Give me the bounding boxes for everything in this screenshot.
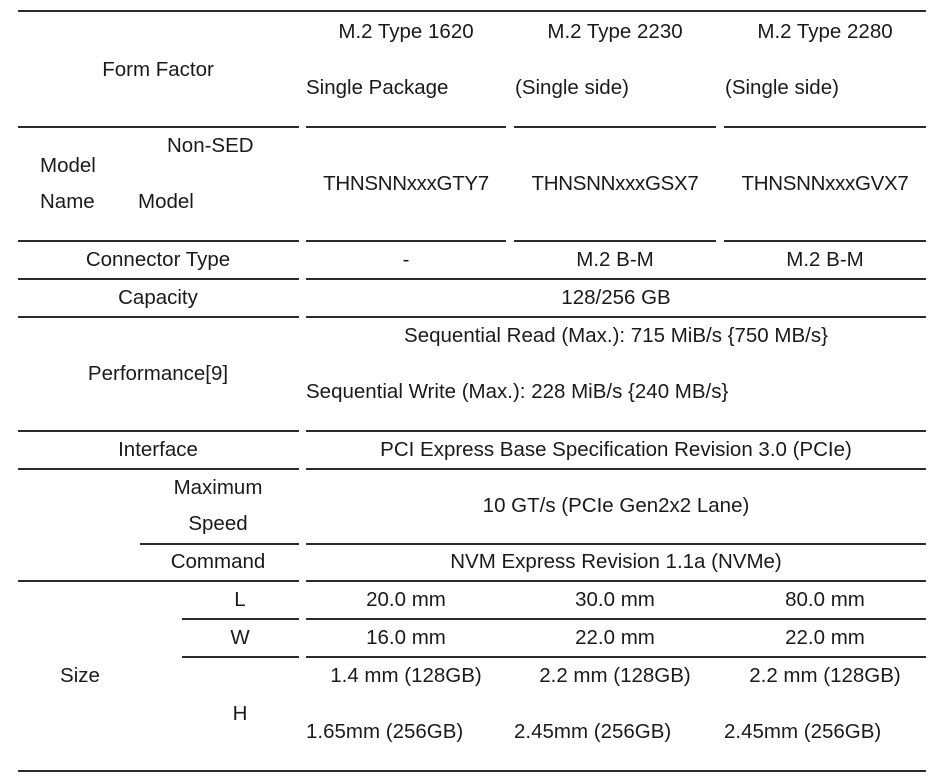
rule-model-col1 xyxy=(306,240,506,242)
size-label: Size xyxy=(60,664,100,687)
rule-connector-right xyxy=(306,278,926,280)
performance-write: Sequential Write (Max.): 228 MiB/s {240 MB/s} xyxy=(306,380,729,403)
rule-interface-right xyxy=(306,468,926,470)
max-speed-value: 10 GT/s (PCIe Gen2x2 Lane) xyxy=(482,494,750,517)
performance-read: Sequential Read (Max.): 715 MiB/s {750 MB/s} xyxy=(404,324,828,347)
rule-l-right xyxy=(306,618,926,620)
form-factor-col3-line1: M.2 Type 2280 xyxy=(757,20,893,43)
size-l-label: L xyxy=(234,588,246,611)
size-h-128-col2: 2.2 mm (128GB) xyxy=(539,664,691,687)
size-w-col3: 22.0 mm xyxy=(785,626,865,649)
size-l-col3: 80.0 mm xyxy=(785,588,865,611)
rule-connector-left xyxy=(18,278,299,280)
model-name-label-line2: Name xyxy=(40,190,95,213)
size-h-128-col1: 1.4 mm (128GB) xyxy=(330,664,482,687)
performance-label: Performance[9] xyxy=(87,362,229,385)
size-w-col1: 16.0 mm xyxy=(366,626,446,649)
rule-formfactor-left xyxy=(18,126,299,128)
rule-formfactor-col3 xyxy=(724,126,926,128)
max-speed-label-line2: Speed xyxy=(188,512,248,535)
size-h-label: H xyxy=(232,702,248,725)
command-value: NVM Express Revision 1.1a (NVMe) xyxy=(450,550,782,573)
size-h-256-col1: 1.65mm (256GB) xyxy=(306,720,464,743)
rule-top xyxy=(18,10,926,12)
size-h-128-col3: 2.2 mm (128GB) xyxy=(749,664,901,687)
rule-formfactor-col2 xyxy=(514,126,716,128)
model-name-col2: THNSNNxxxGSX7 xyxy=(531,172,699,195)
rule-bottom xyxy=(18,770,926,772)
form-factor-col1-line2: Single Package xyxy=(306,76,449,99)
model-sub-label-line1: Non-SED xyxy=(167,134,254,157)
rule-w-right xyxy=(306,656,926,658)
connector-type-col3: M.2 B-M xyxy=(786,248,864,271)
rule-formfactor-col1 xyxy=(306,126,506,128)
form-factor-col1-line1: M.2 Type 1620 xyxy=(338,20,474,43)
rule-performance-left xyxy=(18,430,299,432)
connector-type-col1: - xyxy=(402,248,410,271)
rule-capacity-right xyxy=(306,316,926,318)
rule-l-left xyxy=(182,618,299,620)
capacity-label: Capacity xyxy=(118,286,198,309)
connector-type-col2: M.2 B-M xyxy=(576,248,654,271)
rule-maxspeed-right xyxy=(306,543,926,545)
model-sub-label-line2: Model xyxy=(138,190,194,213)
rule-w-left xyxy=(182,656,299,658)
rule-interface-left xyxy=(18,468,299,470)
size-l-col1: 20.0 mm xyxy=(366,588,446,611)
rule-capacity-left xyxy=(18,316,299,318)
rule-command-left xyxy=(18,580,299,582)
max-speed-label-line1: Maximum xyxy=(173,476,263,499)
form-factor-col3-line2: (Single side) xyxy=(725,76,839,99)
capacity-value: 128/256 GB xyxy=(561,286,671,309)
form-factor-col2-line1: M.2 Type 2230 xyxy=(547,20,683,43)
model-name-label-line1: Model xyxy=(40,154,96,177)
size-h-256-col3: 2.45mm (256GB) xyxy=(724,720,882,743)
interface-value: PCI Express Base Specification Revision 3.0 (PCIe) xyxy=(380,438,852,461)
rule-performance-right xyxy=(306,430,926,432)
model-name-col3: THNSNNxxxGVX7 xyxy=(741,172,909,195)
command-label: Command xyxy=(170,550,266,573)
rule-maxspeed-left xyxy=(140,543,299,545)
interface-label: Interface xyxy=(118,438,198,461)
rule-model-left xyxy=(18,240,299,242)
form-factor-col2-line2: (Single side) xyxy=(515,76,629,99)
size-w-col2: 22.0 mm xyxy=(575,626,655,649)
size-h-256-col2: 2.45mm (256GB) xyxy=(514,720,672,743)
rule-model-col2 xyxy=(514,240,716,242)
rule-model-col3 xyxy=(724,240,926,242)
size-l-col2: 30.0 mm xyxy=(575,588,655,611)
form-factor-label: Form Factor xyxy=(102,58,214,81)
size-w-label: W xyxy=(230,626,250,649)
connector-type-label: Connector Type xyxy=(85,248,231,271)
rule-command-right xyxy=(306,580,926,582)
model-name-col1: THNSNNxxxGTY7 xyxy=(323,172,489,195)
